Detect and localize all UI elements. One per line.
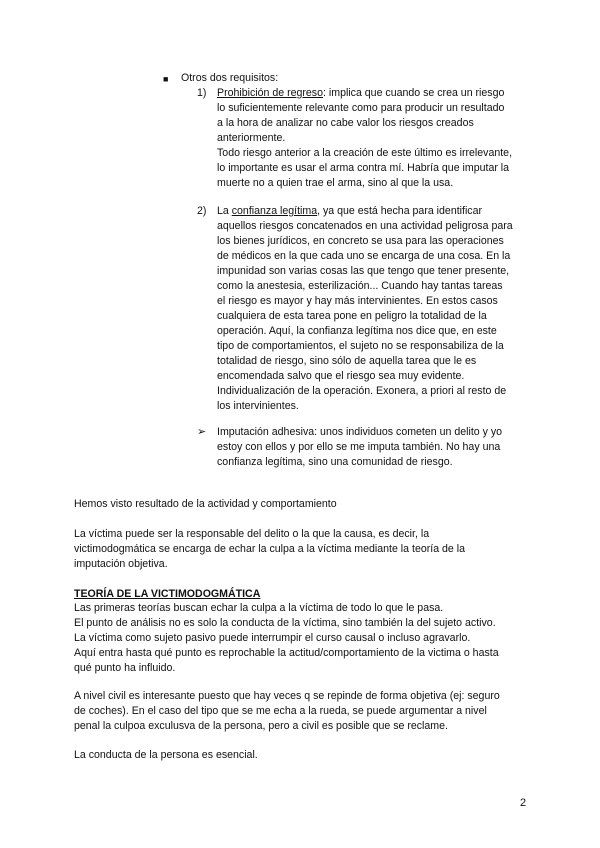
conducta-paragraph: La conducta de la persona es esencial.	[74, 749, 258, 761]
prohibicion-term: Prohibición de regreso	[217, 87, 323, 99]
item2-line-5: como la anestesia, esterilización... Cuando hay tantas tareas	[217, 280, 503, 292]
item2-line-9: tipo de comportamientos, el sujeto no se responsabiliza de la	[217, 340, 504, 352]
teoria-line-4: qué punto ha influido.	[74, 662, 176, 674]
civil-line-0: A nivel civil es interesante puesto que hay veces q se repinde de forma objetiva (ej: seguro	[74, 690, 500, 702]
victima-line-0: La víctima puede ser la responsable del delito o la que la causa, es decir, la	[74, 528, 430, 540]
item2-line-12: Individualización de la operación. Exonera, a priori al resto de	[217, 385, 507, 397]
item2-line-11: encomendada salvo que el riesgo sea muy evidente.	[217, 370, 465, 382]
square-bullet-icon: ■	[163, 74, 169, 84]
page-number: 2	[520, 797, 527, 809]
item2-number: 2)	[197, 205, 207, 217]
teoria-line-1: El punto de análisis no es solo la conducta de la víctima, sino también la del sujeto activo.	[74, 617, 496, 629]
item1-line-1: lo suficientemente relevante como para producir un resultado	[217, 102, 505, 114]
item2-line-10: totalidad de riesgo, sino sólo de aquella tarea que le es	[217, 355, 477, 367]
item2-line-7: cualquiera de esta tarea pone en peligro la totalidad de la	[217, 310, 487, 322]
item2-line-0: La confianza legítima, ya que está hecha para identificar	[217, 205, 483, 217]
adhesiva-line-0: Imputación adhesiva: unos individuos cometen un delito y yo	[217, 426, 503, 438]
victima-line-2: imputación objetiva.	[74, 558, 168, 570]
item2-line-2: los bienes jurídicos, en concreto se usa para las operaciones	[217, 235, 504, 247]
teoria-line-0: Las primeras teorías buscan echar la culpa a la víctima de todo lo que le pasa.	[74, 602, 444, 614]
item1-line-0: Prohibición de regreso: implica que cuando se crea un riesgo	[217, 87, 505, 99]
item1-number: 1)	[197, 87, 207, 99]
section-heading: TEORÍA DE LA VICTIMODOGMÁTICA	[74, 588, 261, 600]
teoria-line-2: La víctima como sujeto pasivo puede interrumpir el curso causal o incluso agravarlo.	[74, 632, 471, 644]
item2-line-4: impunidad son varias cosas las que tengo que tener presente,	[217, 265, 510, 277]
item1-line-5: lo importante es usar el arma contra mí. Habría que imputar la	[217, 162, 510, 174]
item2-line-6: el riesgo es mayor y hay más intervinientes. En estos casos	[217, 295, 498, 307]
item1-line-4: Todo riesgo anterior a la creación de este último es irrelevante,	[217, 147, 513, 159]
requisitos-heading: Otros dos requisitos:	[181, 72, 279, 84]
item2-line-3: de médicos en la que cada uno se encarga de una cosa. En la	[217, 250, 511, 262]
paragraph-resultado: Hemos visto resultado de la actividad y comportamiento	[74, 498, 337, 510]
teoria-line-3: Aquí entra hasta qué punto es reprochable la actitud/comportamiento de la victima o hasta	[74, 647, 499, 659]
item1-line-2: a la hora de analizar no cabe valor los riesgos creados	[217, 117, 474, 129]
item2-line-8: operación. Aquí, la confianza legítima nos dice que, en este	[217, 325, 497, 337]
arrow-bullet-icon: ➢	[197, 426, 207, 438]
adhesiva-line-2: confianza legítima, sino una comunidad de riesgo.	[217, 456, 453, 468]
item1-line-6: muerte no a quien trae el arma, sino al que la usa.	[217, 177, 454, 189]
civil-line-2: penal la culpoa exculusva de la persona, pero a civil es posible que se reclame.	[74, 720, 448, 732]
item2-line-13: los intervinientes.	[217, 400, 299, 412]
civil-line-1: de coches). En el caso del tipo que se me echa a la rueda, se puede argumentar a nivel	[74, 705, 487, 717]
victima-line-1: victimodogmática se encarga de echar la culpa a la víctima mediante la teoría de la	[74, 543, 466, 555]
confianza-term: confianza legítima	[231, 205, 318, 217]
adhesiva-line-1: estoy con ellos y por ello se me imputa también. No hay una	[217, 441, 501, 453]
item1-line-3: anteriormente.	[217, 132, 286, 144]
item2-line-1: aquellos riesgos concatenados en una actividad peligrosa para	[217, 220, 513, 232]
